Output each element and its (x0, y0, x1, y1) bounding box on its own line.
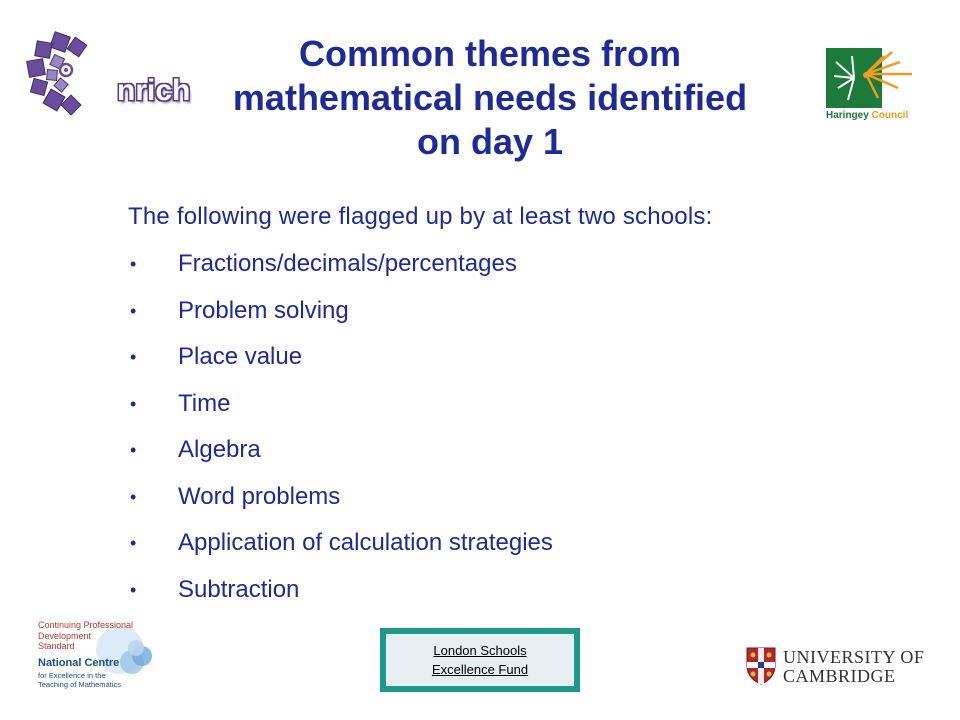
nrich-wordmark: nrich (117, 74, 191, 107)
haringey-council-logo (826, 48, 920, 126)
bullet-icon: • (130, 347, 137, 367)
list-item-text: Word problems (178, 482, 341, 510)
council-word: Council (871, 110, 909, 121)
nrich-logo (22, 30, 191, 120)
ncetm-logo (32, 620, 162, 694)
ncetm-line-3: Standard (38, 641, 75, 651)
ncetm-cpd-text (38, 620, 133, 652)
ncetm-line-6: Teaching of Mathematics (38, 680, 121, 689)
ncetm-line-5: for Excellence in the (38, 671, 106, 680)
haringey-word: Haringey (826, 110, 869, 121)
list-item-text: Algebra (178, 436, 261, 463)
haringey-label (826, 110, 908, 121)
bullet-icon: • (130, 393, 137, 414)
cambridge-logo (745, 646, 925, 690)
bullet-icon: • (130, 533, 137, 553)
cambridge-line-2: CAMBRIDGE (783, 666, 896, 686)
cambridge-wordmark (783, 648, 924, 686)
list-item-text: Time (178, 389, 231, 417)
bullet-icon: • (130, 254, 137, 274)
page-title (175, 32, 805, 164)
haringey-star-icon (826, 48, 920, 108)
london-fund-line-2[interactable]: Excellence Fund (431, 662, 529, 677)
bullet-icon: • (130, 300, 137, 321)
bullet-icon: • (130, 579, 137, 600)
ncetm-subtitle (38, 671, 121, 689)
title-line-3: on day 1 (416, 121, 564, 162)
london-fund-box[interactable] (386, 634, 574, 686)
list-item-text: Application of calculation strategies (178, 529, 553, 556)
ncetm-title: National Centre (38, 657, 120, 669)
list-item-text: Problem solving (178, 296, 349, 324)
nrich-spiral-icon (22, 30, 122, 120)
list-item-text: Fractions/decimals/percentages (178, 250, 517, 277)
bullet-icon: • (130, 486, 137, 507)
ncetm-line-2: Development (38, 630, 92, 641)
london-fund-line-1[interactable]: London Schools (433, 643, 527, 658)
intro-text: The following were flagged up by at least two schools: (128, 203, 713, 230)
ncetm-line-1: Continuing Professional (38, 620, 134, 630)
cambridge-line-1: UNIVERSITY OF (783, 647, 925, 667)
cambridge-shield-icon (745, 646, 777, 686)
list-item-text: Place value (178, 343, 303, 370)
bullet-icon: • (130, 440, 137, 460)
list-item-text: Subtraction (178, 575, 300, 603)
title-line-1: Common themes from (298, 33, 682, 74)
title-line-2: mathematical needs identified (232, 77, 748, 118)
london-schools-excellence-fund-link[interactable] (380, 628, 580, 692)
